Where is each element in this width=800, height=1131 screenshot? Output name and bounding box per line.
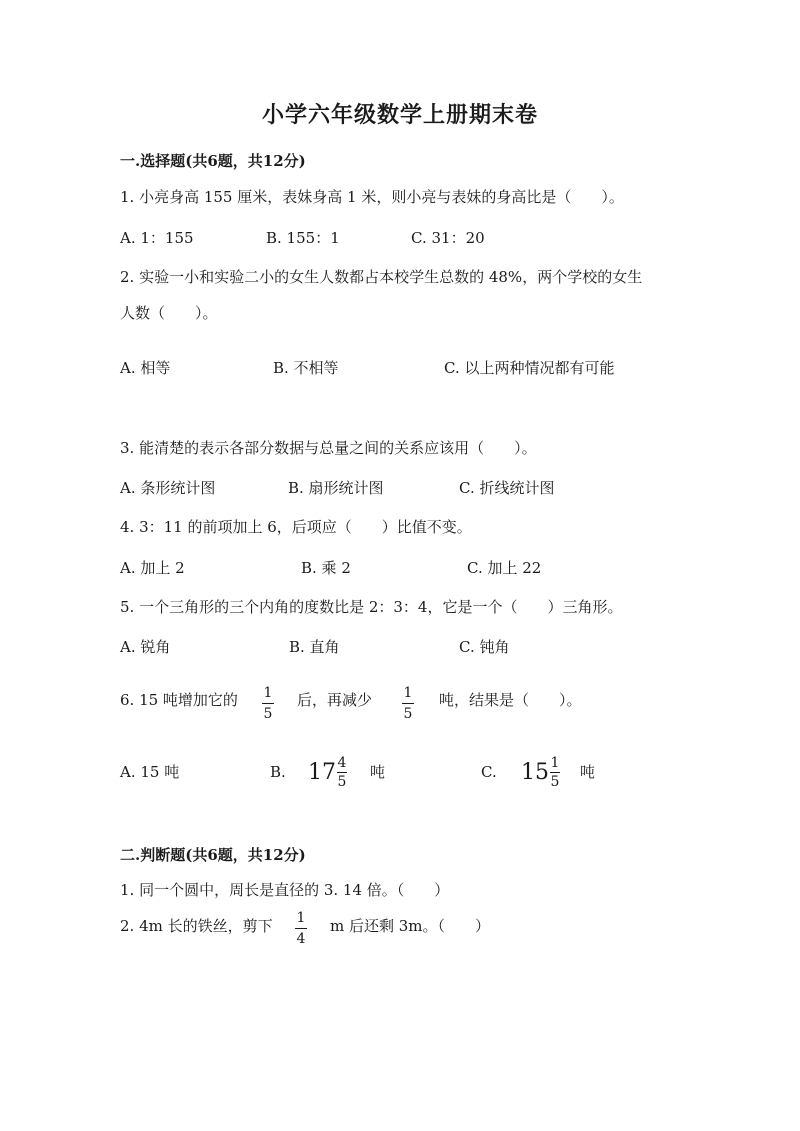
fraction-one-fifth xyxy=(262,685,274,722)
mixed-number-fifteen-one-fifth xyxy=(521,756,560,789)
question-6-option-b-unit: 吨 xyxy=(370,763,386,781)
question-2-option-c: C. 以上两种情况都有可能 xyxy=(444,359,615,377)
fraction-one-fifth-second xyxy=(402,685,414,722)
judgment-1-stem: 1. 同一个圆中，周长是直径的 3. 14 倍。（ ） xyxy=(120,881,450,899)
question-5-stem: 5. 一个三角形的三个内角的度数比是 2：3：4，它是一个（ ）三角形。 xyxy=(120,598,623,616)
mixed-number-seventeen-four-fifths xyxy=(308,756,347,789)
question-4-option-a: A. 加上 2 xyxy=(120,559,185,577)
question-6-option-a: A. 15 吨 xyxy=(120,763,180,781)
fraction-numerator: 4 xyxy=(337,755,347,771)
question-2-option-a: A. 相等 xyxy=(120,359,171,377)
question-4-option-c: C. 加上 22 xyxy=(467,559,542,577)
fraction-bar xyxy=(337,772,347,773)
question-6-stem-part3: 吨，结果是（ ）。 xyxy=(439,691,582,709)
question-3-option-a: A. 条形统计图 xyxy=(120,479,216,497)
question-3-option-b: B. 扇形统计图 xyxy=(288,479,384,497)
question-6-stem-part1: 6. 15 吨增加它的 xyxy=(120,691,238,709)
mixed-number-fraction xyxy=(550,756,560,789)
question-6-option-c-label: C. xyxy=(481,763,497,781)
mixed-number-whole: 17 xyxy=(308,759,336,785)
section-heading-judgment: 二.判断题(共6题，共12分) xyxy=(120,846,306,864)
section-heading-choice: 一.选择题(共6题，共12分) xyxy=(120,152,306,170)
question-2-stem-line2: 人数（ ）。 xyxy=(120,304,218,322)
fraction-one-quarter xyxy=(295,910,307,947)
fraction-numerator: 1 xyxy=(550,755,560,771)
mixed-number-whole: 15 xyxy=(521,759,549,785)
question-6-option-b-label: B. xyxy=(270,763,286,781)
fraction-denominator: 4 xyxy=(296,931,306,947)
judgment-2-stem-part1: 2. 4m 长的铁丝，剪下 xyxy=(120,917,273,935)
question-3-stem: 3. 能清楚的表示各部分数据与总量之间的关系应该用（ ）。 xyxy=(120,439,537,457)
question-5-option-a: A. 锐角 xyxy=(120,638,171,656)
fraction-denominator: 5 xyxy=(263,706,273,722)
question-5-option-b: B. 直角 xyxy=(289,638,340,656)
question-2-option-b: B. 不相等 xyxy=(273,359,339,377)
fraction-numerator: 1 xyxy=(403,685,413,701)
question-1-option-c: C. 31：20 xyxy=(411,229,485,247)
question-1-option-a: A. 1：155 xyxy=(120,229,194,247)
fraction-bar xyxy=(262,703,274,704)
question-6-stem-part2: 后，再减少 xyxy=(297,691,373,709)
fraction-denominator: 5 xyxy=(550,774,560,790)
question-1-stem: 1. 小亮身高 155 厘米，表妹身高 1 米，则小亮与表妹的身高比是（ ）。 xyxy=(120,188,624,206)
fraction-numerator: 1 xyxy=(263,685,273,701)
question-1-option-b: B. 155：1 xyxy=(266,229,340,247)
fraction-bar xyxy=(295,928,307,929)
question-4-option-b: B. 乘 2 xyxy=(301,559,351,577)
question-6-option-c-unit: 吨 xyxy=(580,763,596,781)
fraction-denominator: 5 xyxy=(337,774,347,790)
mixed-number-fraction xyxy=(337,756,347,789)
fraction-bar xyxy=(402,703,414,704)
question-3-option-c: C. 折线统计图 xyxy=(459,479,555,497)
fraction-denominator: 5 xyxy=(403,706,413,722)
question-5-option-c: C. 钝角 xyxy=(459,638,510,656)
page-title: 小学六年级数学上册期末卷 xyxy=(261,102,538,128)
judgment-2-stem-part2: m 后还剩 3m。（ ） xyxy=(330,917,491,935)
fraction-bar xyxy=(550,772,560,773)
question-2-stem-line1: 2. 实验一小和实验二小的女生人数都占本校学生总数的 48%，两个学校的女生 xyxy=(120,268,643,286)
fraction-numerator: 1 xyxy=(296,910,306,926)
question-4-stem: 4. 3：11 的前项加上 6，后项应（ ）比值不变。 xyxy=(120,518,472,536)
